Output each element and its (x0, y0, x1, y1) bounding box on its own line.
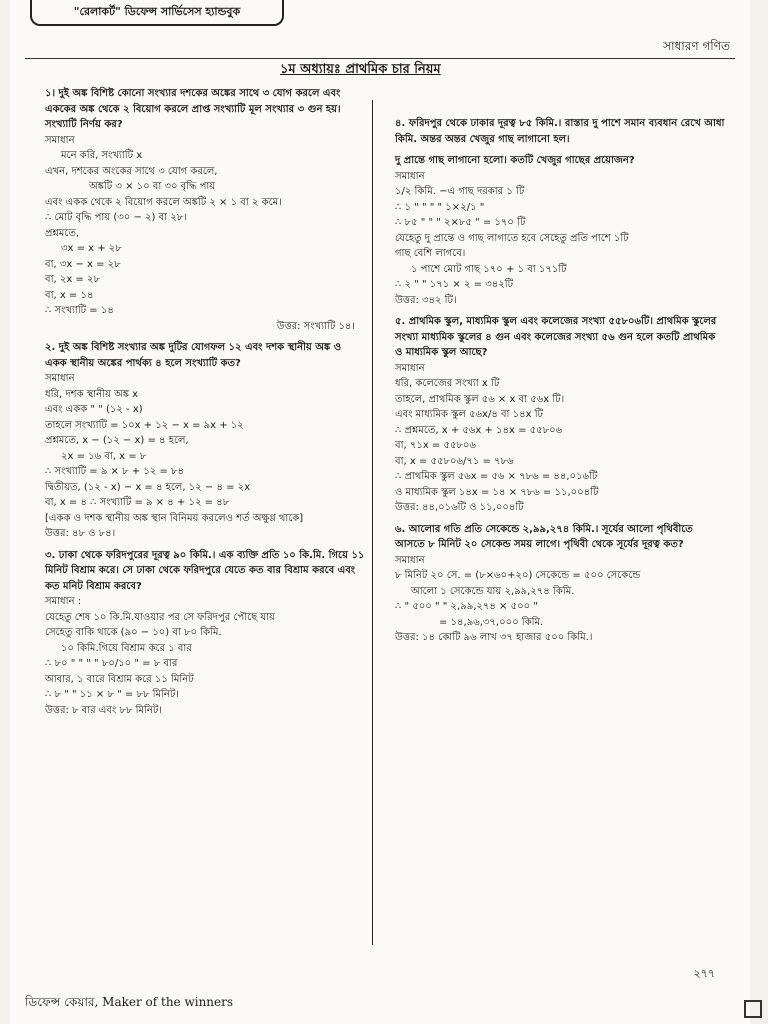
question-text: ৪. ফরিদপুর থেকে ঢাকার দূরত্ব ৮৫ কিমি.। রাস্তার দু পাশে সমান ব্যবধান রেখে আধা কিমি. অন্তর অন্তর খেজুর গাছ লাগানো হল। (395, 118, 725, 145)
question-text: ৬. আলোর গতি প্রতি সেকেন্ডে ২,৯৯,২৭৪ কিমি.। সূর্যের আলো পৃথিবীতে আসতে ৮ মিনিট ২০ সেকেন্ড সময় লাগে। পৃথিবী থেকে সূর্যের দূরত্ব কত? (395, 523, 693, 550)
text-line: সমাধান (395, 362, 425, 374)
text-line: সমাধান (45, 134, 75, 146)
text-line: ∴ ১ " " " " ১×২/১ " (395, 201, 485, 213)
text-line: সমাধান : (45, 596, 82, 607)
text-line: ধরি, কলেজের সংখ্যা x টি (395, 378, 500, 389)
book-page (10, 0, 750, 1024)
text-line: ∴ সংখ্যাটি = ১৪ (45, 305, 114, 316)
footer-text: ডিফেন্স কেয়ার, Maker of the winners (25, 995, 234, 1009)
text-line: উত্তর: ৪৮ ও ৮৪। (45, 528, 116, 539)
text-line: ∴ সংখ্যাটি = ৯ × ৮ + ১২ = ৮৪ (45, 466, 185, 477)
text-line: [একক ও দশক স্থানীয় অঙ্ক স্থান বিনিময় করলেও শর্ত অক্ষুণ্ণ থাকে] (45, 512, 304, 524)
left-column (45, 80, 365, 718)
text-line: বা, x = ৪ ∴ সংখ্যাটি = ৯ × ৪ + ১২ = ৪৮ (45, 497, 230, 508)
question-text: ৫. প্রাথমিক স্কুল, মাধ্যমিক স্কুল এবং কলেজের সংখ্যা ৫৫৮০৬টি। প্রাথমিক স্কুলের সংখ্যা মাধ্যমিক স্কুলের ৪ গুন এবং কলেজের সংখ্যা ৫৬ গুন হলে কতটি প্রাথমিক ও মাধ্যমিক স্কুল আছে? (395, 316, 717, 358)
column-divider (372, 100, 373, 945)
text-line: উত্তর: ১৪ কোটি ৯৬ লাখ ৩৭ হাজার ৫০০ কিমি.। (395, 632, 593, 643)
text-line: সেহেতু বাকি থাকে (৯০ − ১০) বা ৮০ কিমি. (45, 627, 222, 638)
text-line: আলো ১ সেকেন্ডে যায় ২,৯৯,২৭৪ কিমি. (411, 585, 575, 597)
question-text: ৩. ঢাকা থেকে ফরিদপুরের দূরত্ব ৯০ কিমি.। এক ব্যক্তি প্রতি ১০ কি.মি. গিয়ে ১১ মিনিট বিশ্রাম করে। সে ঢাকা থেকে ফরিদপুরে যেতে কত বার বিশ্রাম করবে এবং কত মনিট বিশ্রাম করবে? (45, 549, 365, 592)
text-line: ∴ ৮০ " " " " ৮০/১০ " = ৮ বার (45, 658, 178, 669)
text-line: বা, ৩x − x = ২৮ (45, 258, 121, 270)
text-line: আবার, ১ বারে বিশ্রাম করে ১১ মিনিট (45, 673, 194, 685)
text-line: ৩x = x + ২৮ (61, 243, 122, 254)
text-line: এবং মাধ্যমিক স্কুল ৫৬x/৪ বা ১৪x টি (395, 409, 544, 420)
text-line: সমাধান (45, 373, 75, 384)
text-line: ∴ " ৫০০ " " ২,৯৯,২৭৪ × ৫০০ " (395, 601, 538, 612)
text-line: তাহলে সংখ্যাটি = ১০x + ১২ − x = ৯x + ১২ (45, 419, 244, 431)
text-line: উত্তর: ৮ বার এবং ৮৮ মিনিট। (45, 704, 162, 716)
text-line: ∴ প্রাথমিক স্কুল ৫৬x = ৫৬ × ৭৮৬ = ৪৪,০১৬টি (395, 471, 598, 482)
question-text: ২. দুই অঙ্ক বিশিষ্ট সংখ্যার অঙ্ক দুটির যোগফল ১২ এবং দশক স্থানীয় অঙ্ক ও একক স্থানীয় অঙ্কের পার্থক্য ৪ হলে সংখ্যাটি কত? (45, 342, 342, 369)
text-line: যেহেতু শেষ ১০ কি.মি.যাওয়ার পর সে ফরিদপুর পৌছে যায় (45, 611, 275, 623)
chapter-title: ১ম অধ্যায়ঃ প্রাথমিক চার নিয়ম (280, 62, 441, 77)
text-line: বা, ৭১x = ৫৫৮০৬ (395, 440, 476, 451)
text-line: এবং একক " " (১২ - x) (45, 404, 143, 415)
text-line: ১ পাশে মোট গাছ ১৭০ + ১ বা ১৭১টি (411, 263, 567, 275)
book-title: "রেলাকর্ট" ডিফেন্স সার্ভিসেস হ্যান্ডবুক (30, 0, 284, 26)
right-column (395, 110, 725, 646)
corner-mark (744, 1000, 762, 1018)
question-text: দু প্রান্তে গাছ লাগানো হলো। কতটি খেজুর গাছের প্রয়োজন? (395, 155, 635, 166)
text-line: সমাধান (395, 170, 425, 182)
text-line: ও মাধ্যমিক স্কুল ১৪x = ১৪ × ৭৮৬ = ১১,০০৪টি (395, 486, 599, 498)
header-divider (25, 58, 735, 59)
text-line: সমাধান (395, 554, 425, 566)
question-text: ১। দুই অঙ্ক বিশিষ্ট কোনো সংখ্যার দশকের অঙ্কের সাথে ৩ যোগ করলে এবং এককের অঙ্ক থেকে ২ বিয়োগ করলে প্রাপ্ত সংখ্যাটি মূল সংখ্যার ৩ গুন হয়। সংখ্যাটি নির্ণয় কর? (45, 88, 341, 130)
text-line: বা, ২x = ২৮ (45, 274, 100, 285)
text-line: ∴ ৮ " " ১১ × ৮ " = ৮৮ মিনিট। (45, 689, 179, 700)
text-line: ৮ মিনিট ২০ সে. = (৮×৬০+২০) সেকেন্ডে = ৫০০ সেকেন্ডে (395, 570, 641, 581)
text-line: ২x = ১৬ বা, x = ৮ (61, 450, 147, 462)
text-line: গাছ বেশি লাগবে। (395, 248, 466, 259)
text-line: যেহেতু দু প্রান্তে ও গাছ লাগাতে হবে সেহেতু প্রতি পাশে ১টি (395, 232, 629, 244)
text-line: ∴ প্রশ্নমতে, x + ৫৬x + ১৪x = ৫৫৮০৬ (395, 424, 563, 436)
text-line: দ্বিতীয়ত, (১২ - x) − x = ৪ হলে, ১২ − ৪ = ২x (45, 481, 251, 493)
text-line: প্রশ্নমতে, x − (১২ − x) = ৪ হলে, (45, 435, 189, 446)
text-line: উত্তর: ৩৪২ টি। (395, 294, 457, 306)
text-line: ১/২ কিমি. −এ গাছ দরকার ১ টি (395, 186, 525, 197)
text-line: তাহলে, প্রাথমিক স্কুল ৫৬ × x বা ৫৬x টি। (395, 393, 565, 405)
text-line: এবং একক থেকে ২ বিয়োগ করলে অঙ্কটি ২ × ১ বা ২ কমে। (45, 196, 282, 208)
text-line: বা, x = ১৪ (45, 289, 94, 301)
text-line: অঙ্কটি ৩ × ১০ বা ৩০ বৃদ্ধি পায় (89, 181, 216, 192)
text-line: প্রশ্নমতে, (45, 227, 80, 239)
text-line: ১০ কিমি.গিয়ে বিশ্রাম করে ১ বার (61, 642, 192, 654)
text-line: ∴ ৮৫ " " " ২×৮৫ " = ১৭০ টি (395, 217, 526, 228)
text-line: উত্তর: ৪৪,০১৬টি ও ১১,০০৪টি (395, 502, 524, 513)
text-line: = ১৪,৯৬,৩৭,০০০ কিমি. (439, 616, 544, 628)
page-number: ২৭৭ (693, 967, 715, 980)
text-line: বা, x = ৫৫৮০৬/৭১ = ৭৮৬ (395, 455, 514, 467)
text-line: এখন, দশকের অংকের সাথে ৩ যোগ করলে, (45, 165, 218, 177)
text-line: ∴ ২ " " ১৭১ × ২ = ৩৪২টি (395, 279, 514, 290)
text-line: ∴ মোট বৃদ্ধি পায় (৩০ − ২) বা ২৮। (45, 212, 187, 223)
answer-line: উত্তর: সংখ্যাটি ১৪। (276, 320, 355, 332)
section-title: সাধারণ গণিত (663, 39, 730, 53)
text-line: ধরি, দশক স্থানীয় অঙ্ক x (45, 388, 139, 400)
text-line: মনে করি, সংখ্যাটি x (61, 150, 143, 161)
